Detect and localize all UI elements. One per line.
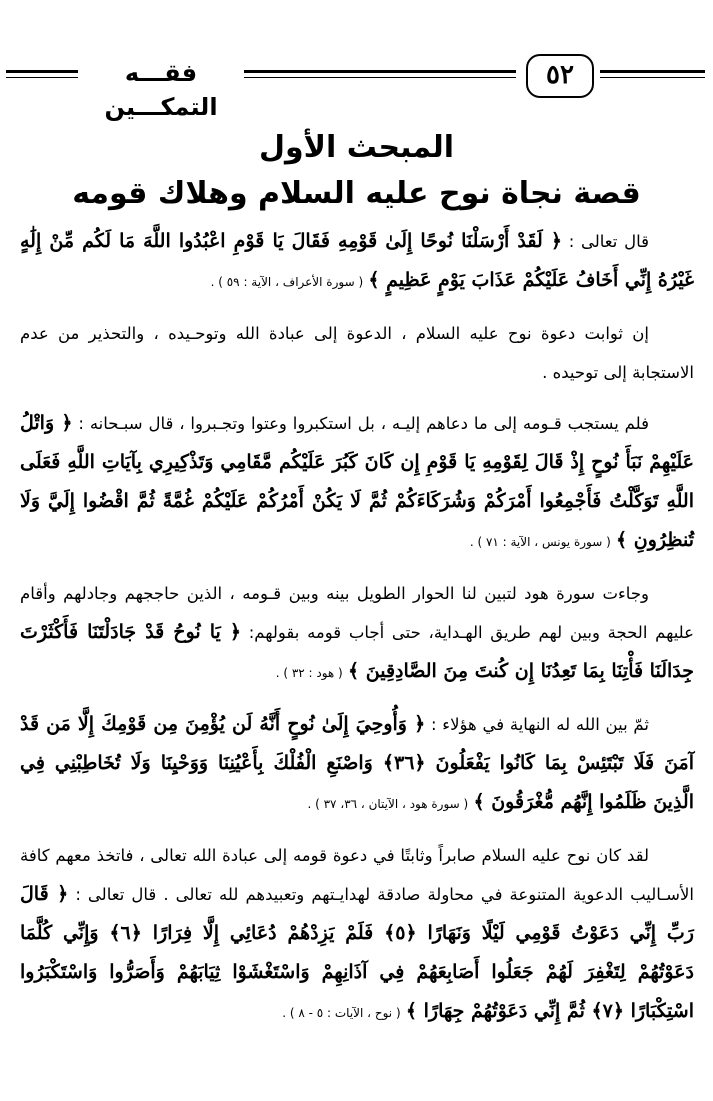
quran-verse: ﴿ لَقَدْ أَرْسَلْنَا نُوحًا إِلَىٰ قَوْمِهِ فَقَالَ يَا قَوْمِ اعْبُدُوا اللَّهَ مَا لَكُم مِّنْ إِلَٰهٍ غَيْرُهُ إِنِّي أَخَافُ عَلَيْكُمْ عَذَابَ يَوْمٍ عَظِيمٍ ﴾ (20, 230, 694, 291)
header-rule-left-thin (6, 77, 78, 78)
verse-reference: ( سورة الأعراف ، الآية : ٥٩ ) . (210, 275, 364, 289)
verse-reference: ( سورة يونس ، الآية : ٧١ ) . (469, 535, 611, 549)
paragraph (20, 222, 694, 302)
quran-verse: ﴿ وَاتْلُ عَلَيْهِمْ نَبَأَ نُوحٍ إِذْ قَالَ لِقَوْمِهِ يَا قَوْمِ إِن كَانَ كَبُرَ عَلَيْكُم مَّقَامِي وَتَذْكِيرِي بِآيَاتِ اللَّهِ فَعَلَى اللَّهِ تَوَكَّلْتُ فَأَجْمِعُوا أَمْرَكُمْ وَشُرَكَاءَكُمْ ثُمَّ لَا يَكُنْ أَمْرُكُمْ عَلَيْكُمْ غُمَّةً ثُمَّ اقْضُوا إِلَيَّ وَلَا تُنظِرُونِ ﴾ (20, 412, 694, 551)
verse-reference: ( هود : ٣٢ ) . (275, 666, 343, 680)
paragraph-text: وجاءت سورة هود لتبين لنا الحوار الطويل بينه وبين قـومه ، الذين حاججهم وجادلهم وأقام عليهم الحجة وبين لهم طريق الهـداية، حتى أجاب قومه بقولهم: (20, 584, 694, 642)
paragraph-text: قال تعالى : (568, 232, 649, 251)
paragraph (20, 836, 694, 1033)
paragraph-text: فلم يستجب قـومه إلى ما دعاهم إليـه ، بل استكبروا وعتوا وتجـبروا ، قال سبـحانه : (78, 414, 649, 433)
quran-verse: ﴿ يَا نُوحُ قَدْ جَادَلْتَنَا فَأَكْثَرْتَ جِدَالَنَا فَأْتِنَا بِمَا تَعِدُنَا إِن كُنتَ مِنَ الصَّادِقِينَ ﴾ (20, 621, 694, 682)
header-rule-middle (244, 70, 516, 73)
paragraph-text: إن ثوابت دعوة نوح عليه السلام ، الدعوة إلى عبادة الله وتوحـيده ، والتحذير من عدم الاستجابة إلى توحيده . (20, 324, 694, 382)
paragraph (20, 314, 694, 392)
page-number: ٥٢ (526, 54, 594, 98)
header-rule-right-thin (600, 77, 705, 78)
paragraph-text: لقد كان نوح عليه السلام صابراً وثابتًا في دعوة قومه إلى عبادة الله تعالى ، فاتخذ معهم كافة الأسـاليب الدعوية المتنوعة في محاولة صادقة لهدايـتهم وتعبيدهم لله تعالى . قال تعالى : (20, 846, 694, 904)
paragraph-text: ثمّ بين الله له النهاية في هؤلاء : (431, 715, 650, 734)
paragraph (20, 404, 694, 562)
section-title: المبحث الأول (258, 130, 455, 165)
verse-reference: ( سورة هود ، الآيتان ، ٣٦، ٣٧ ) . (307, 797, 469, 811)
paragraph (20, 574, 694, 693)
quran-verse: ﴿ وَأُوحِيَ إِلَىٰ نُوحٍ أَنَّهُ لَن يُؤْمِنَ مِن قَوْمِكَ إِلَّا مَن قَدْ آمَنَ فَلَا تَبْتَئِسْ بِمَا كَانُوا يَفْعَلُونَ ﴿٣٦﴾ وَاصْنَعِ الْفُلْكَ بِأَعْيُنِنَا وَوَحْيِنَا وَلَا تُخَاطِبْنِي فِي الَّذِينَ ظَلَمُوا إِنَّهُم مُّغْرَقُونَ ﴾ (20, 713, 694, 813)
verse-reference: ( نوح ، الآيات : ٥ - ٨ ) . (282, 1006, 401, 1020)
quran-verse: ﴿ قَالَ رَبِّ إِنِّي دَعَوْتُ قَوْمِي لَيْلًا وَنَهَارًا ﴿٥﴾ فَلَمْ يَزِدْهُمْ دُعَائِي إِلَّا فِرَارًا ﴿٦﴾ وَإِنِّي كُلَّمَا دَعَوْتُهُمْ لِتَغْفِرَ لَهُمْ جَعَلُوا أَصَابِعَهُمْ فِي آذَانِهِمْ وَاسْتَغْشَوْا ثِيَابَهُمْ وَأَصَرُّوا وَاسْتَكْبَرُوا اسْتِكْبَارًا ﴿٧﴾ ثُمَّ إِنِّي دَعَوْتُهُمْ جِهَارًا ﴾ (20, 883, 694, 1022)
header-rule-left (6, 70, 78, 73)
paragraph (20, 705, 694, 824)
section-subtitle: قصة نجاة نوح عليه السلام وهلاك قومه (72, 176, 641, 211)
body-text (20, 222, 694, 1045)
header-rule-middle-thin (244, 77, 516, 78)
running-title: فقـــه التمكـــين (104, 59, 218, 121)
header-rule-right (600, 70, 705, 73)
